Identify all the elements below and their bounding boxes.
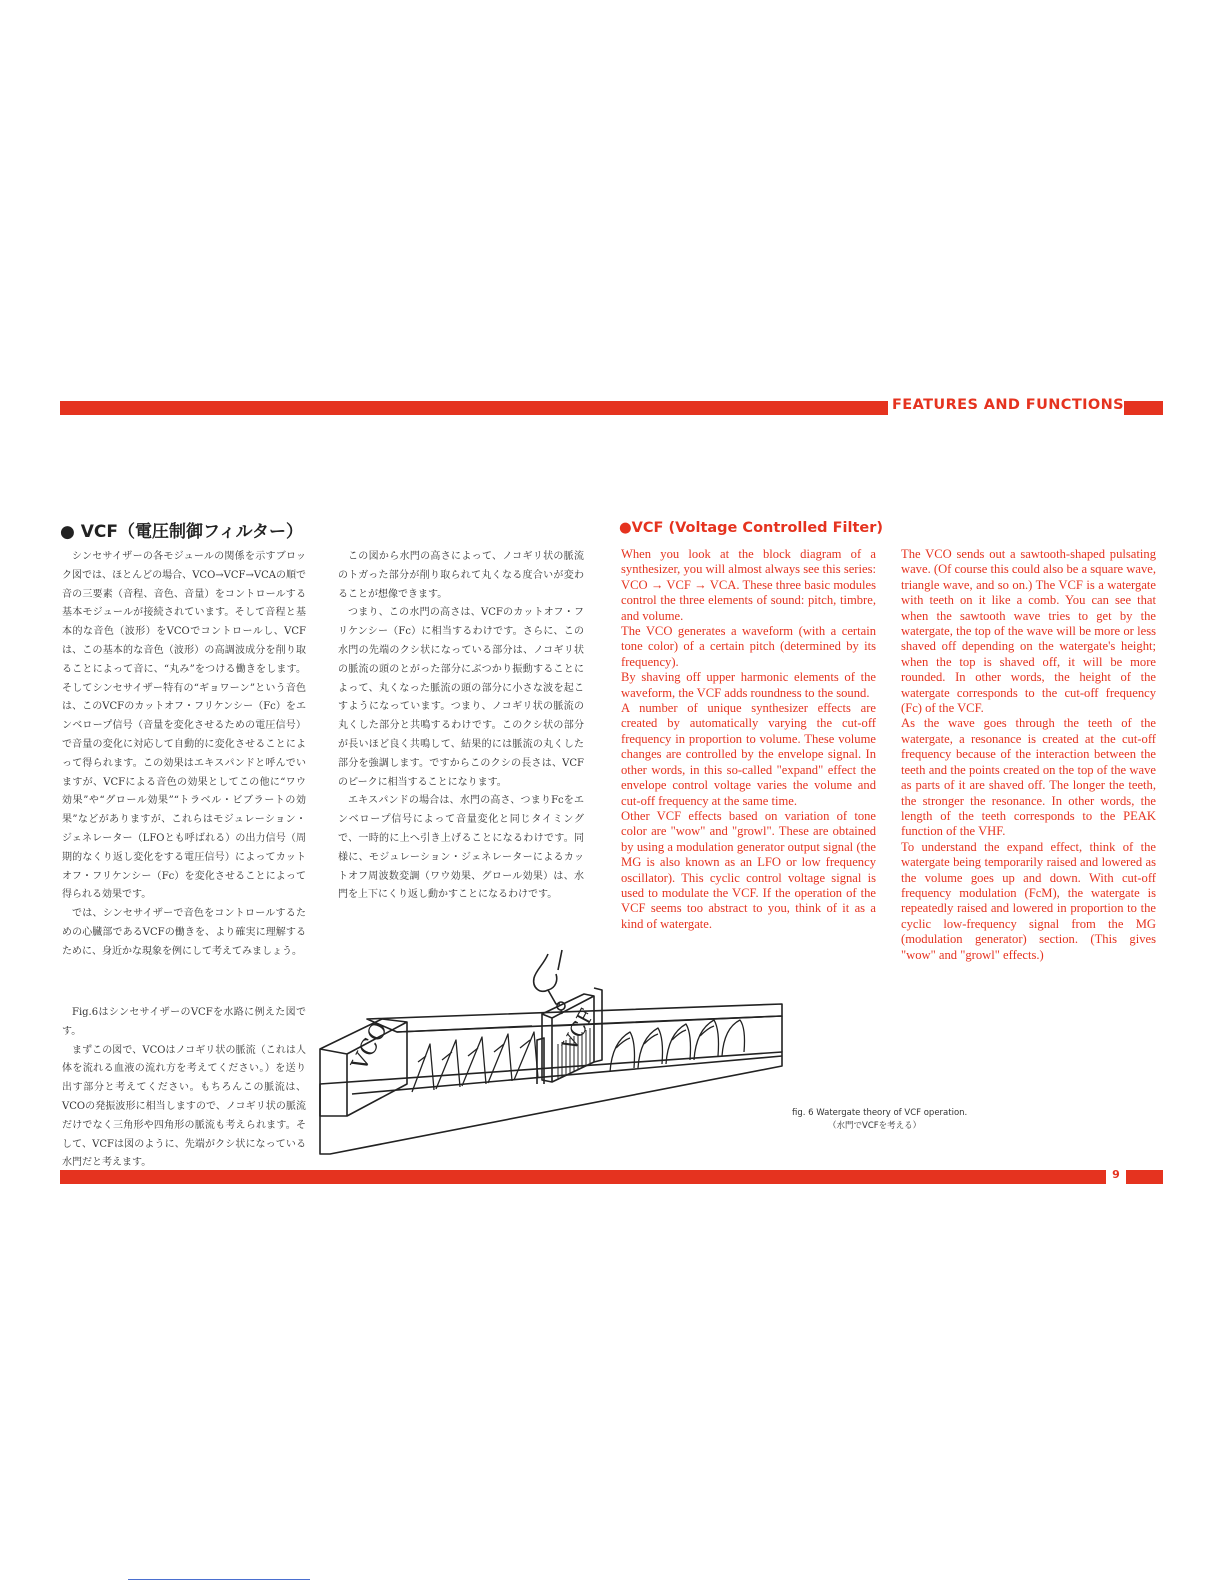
- jp-paragraph: シンセサイザーの各モジュールの関係を示すブロック図では、ほとんどの場合、VCO→VCF→VCAの順で音の三要素（音程、音色、音量）をコントロールする基本モジュールが接続されています。そして音程と基本的な音色（波形）をVCOでコントロールし、VCFは、この基本的な音色（波形）の高調波成分を削り取ることによって音に、“丸み”をつける働きをします。そしてシンセサイザー特有の“ギョワーン”という音色は、このVCFのカットオフ・フリケンシー（Fc）をエンベロープ信号（音量を変化させるための電圧信号）で音量の変化に対応して自動的に変化させることによって得られます。この効果はエキスパンドと呼んでいますが、VCFによる音色の効果としてこの他に“ワウ効果”や“グロール効果”“トラベル・ビブラートの効果”などがありますが、これらはモジュレーション・ジェネレーター（LFOとも呼ばれる）の出力信号（周期的なくり返し変化をする電圧信号）によってカットオフ・フリケンシー（Fc）を変化させることによって得られる効果です。: [62, 551, 306, 901]
- en-paragraph: As the wave goes through the teeth of the watergate, a resonance is created at the cut-off frequency because of the interaction between the teeth and the points created on the top of the wave as parts of it are shaved off. The longer the teeth, the stronger the resonance. In other words, the length of the teeth corresponds to the PEAK function of the VHF.: [901, 716, 1156, 839]
- jp-column-1: [62, 548, 306, 962]
- page-number: 9: [1112, 1168, 1120, 1181]
- watergate-illustration: [312, 944, 792, 1160]
- header-rule-end: [1124, 401, 1163, 415]
- en-paragraph: Other VCF effects based on variation of tone color are "wow" and "growl". These are obtained by using a modulation generator output signal (the MG is also known as an LFO or low frequency oscillator). This cyclic control voltage signal is used to modulate the VCF. If the operation of the VCF seems too abstract to you, think of it as a kind of watergate.: [621, 808, 876, 931]
- en-column-2: [901, 547, 1156, 963]
- en-paragraph: A number of unique synthesizer effects are created by automatically varying the cut-off frequency in proportion to volume. These volume changes are controlled by the envelope signal. In other words, in this so-called "expand" effect the envelope control voltage varies the volume and cut-off frequency at the same time.: [621, 701, 876, 808]
- header-rule: [60, 401, 888, 415]
- gate-cord: [561, 1010, 562, 1014]
- en-paragraph: To understand the expand effect, think of the watergate being temporarily raised and lowered as the volume goes up and down. With cut-off frequency modulation (FcM), the watergate is repeatedly raised and lowered in proportion to the cyclic low-frequency signal from the MG (modulation generator) section. (This gives "wow" and "growl" effects.): [901, 839, 1156, 962]
- jp-paragraph: では、シンセサイザーで音色をコントロールするための心臓部であるVCFの働きを、より確実に理解するために、身近かな現象を例にして考えてみましょう。: [62, 908, 306, 957]
- footer-rule: [60, 1170, 1106, 1184]
- en-column-1: [621, 547, 876, 932]
- channel-front-wall: [320, 1052, 782, 1154]
- jp-paragraph: エキスパンドの場合は、水門の高さ、つまりFcをエンベロープ信号によって音量変化と同じタイミングで、一時的に上へ引き上げることになるわけです。同様に、モジュレーション・ジェネレーターによるカットオフ周波数変調（ワウ効果、グロール効果）は、水門を上下にくり返し動かすことになるわけです。: [338, 795, 584, 901]
- figure-caption: [792, 1107, 1032, 1133]
- en-paragraph: By shaving off upper harmonic elements of the waveform, the VCF adds roundness to the sound.: [621, 670, 876, 700]
- hand-icon: [534, 950, 562, 1004]
- vco-label: VCO: [347, 1018, 394, 1075]
- en-paragraph: The VCO sends out a sawtooth-shaped pulsating wave. (Of course this could also be a square wave, triangle wave, and so on.) The VCF is a watergate with teeth on it like a comb. You can see that when the sawtooth wave tries to get by the watergate, the top of the wave will be more or less shaved off depending on the watergate's height; when the top is shaved off, it will be more rounded. In other words, the height of the watergate corresponds to the cut-off frequency (Fc) of the VCF.: [901, 547, 1156, 716]
- en-paragraph: The VCO generates a waveform (with a certain tone color) of a certain pitch (determined by its frequency).: [621, 624, 876, 669]
- footer-rule-end: [1126, 1170, 1163, 1184]
- footer-link-underline: [128, 1579, 310, 1580]
- jp-heading: ● VCF（電圧制御フィルター）: [60, 522, 303, 542]
- section-title: FEATURES AND FUNCTIONS: [892, 397, 1125, 413]
- figure-caption-en: fig. 6 Watergate theory of VCF operation.: [792, 1108, 968, 1118]
- figure-caption-jp: （水門でVCFを考える）: [828, 1121, 922, 1131]
- en-paragraph: When you look at the block diagram of a synthesizer, you will almost always see this series: VCO → VCF → VCA. These three basic modules control the three elements of sound: pitch, timbre, and volume.: [621, 547, 876, 623]
- en-heading: ●VCF (Voltage Controlled Filter): [619, 520, 883, 536]
- rounded-wave: [610, 1020, 745, 1072]
- jp-column-2: [338, 548, 584, 905]
- jp-paragraph: Fig.6はシンセサイザーのVCFを水路に例えた図です。: [62, 1007, 306, 1037]
- jp-paragraph: つまり、この水門の高さは、VCFのカットオフ・フリケンシー（Fc）に相当するわけです。さらに、この水門の先端のクシ状になっている部分は、ノコギリ状の脈流の頭のとがった部分にぶつかり振動することによって、丸くなった脈流の頭の部分に小さな波を起こすようになっています。つまり、ノコギリ状の脈流の丸くした部分と共鳴するわけです。このクシ状の部分が長いほど良く共鳴して、結果的には脈流の丸くした部分を強調します。ですからこのクシの長さは、VCFのピークに相当することになります。: [338, 607, 584, 788]
- jp-paragraph: まずこの図で、VCOはノコギリ状の脈流（これは人体を流れる血液の流れ方を考えてください。）を送り出す部分と考えてください。もちろんこの脈流は、VCOの発振波形に相当しますので、ノコギリ状の脈流だけでなく三角形や四角形の脈流も考えられます。そして、VCFは図のように、先端がクシ状になっている水門だと考えます。: [62, 1044, 306, 1169]
- vcf-label: VCF: [557, 1004, 599, 1055]
- jp-paragraph: この図から水門の高さによって、ノコギリ状の脈流のトガった部分が削り取られて丸くなる度合いが変わることが想像できます。: [338, 551, 584, 600]
- jp-figure-note: [62, 1004, 306, 1173]
